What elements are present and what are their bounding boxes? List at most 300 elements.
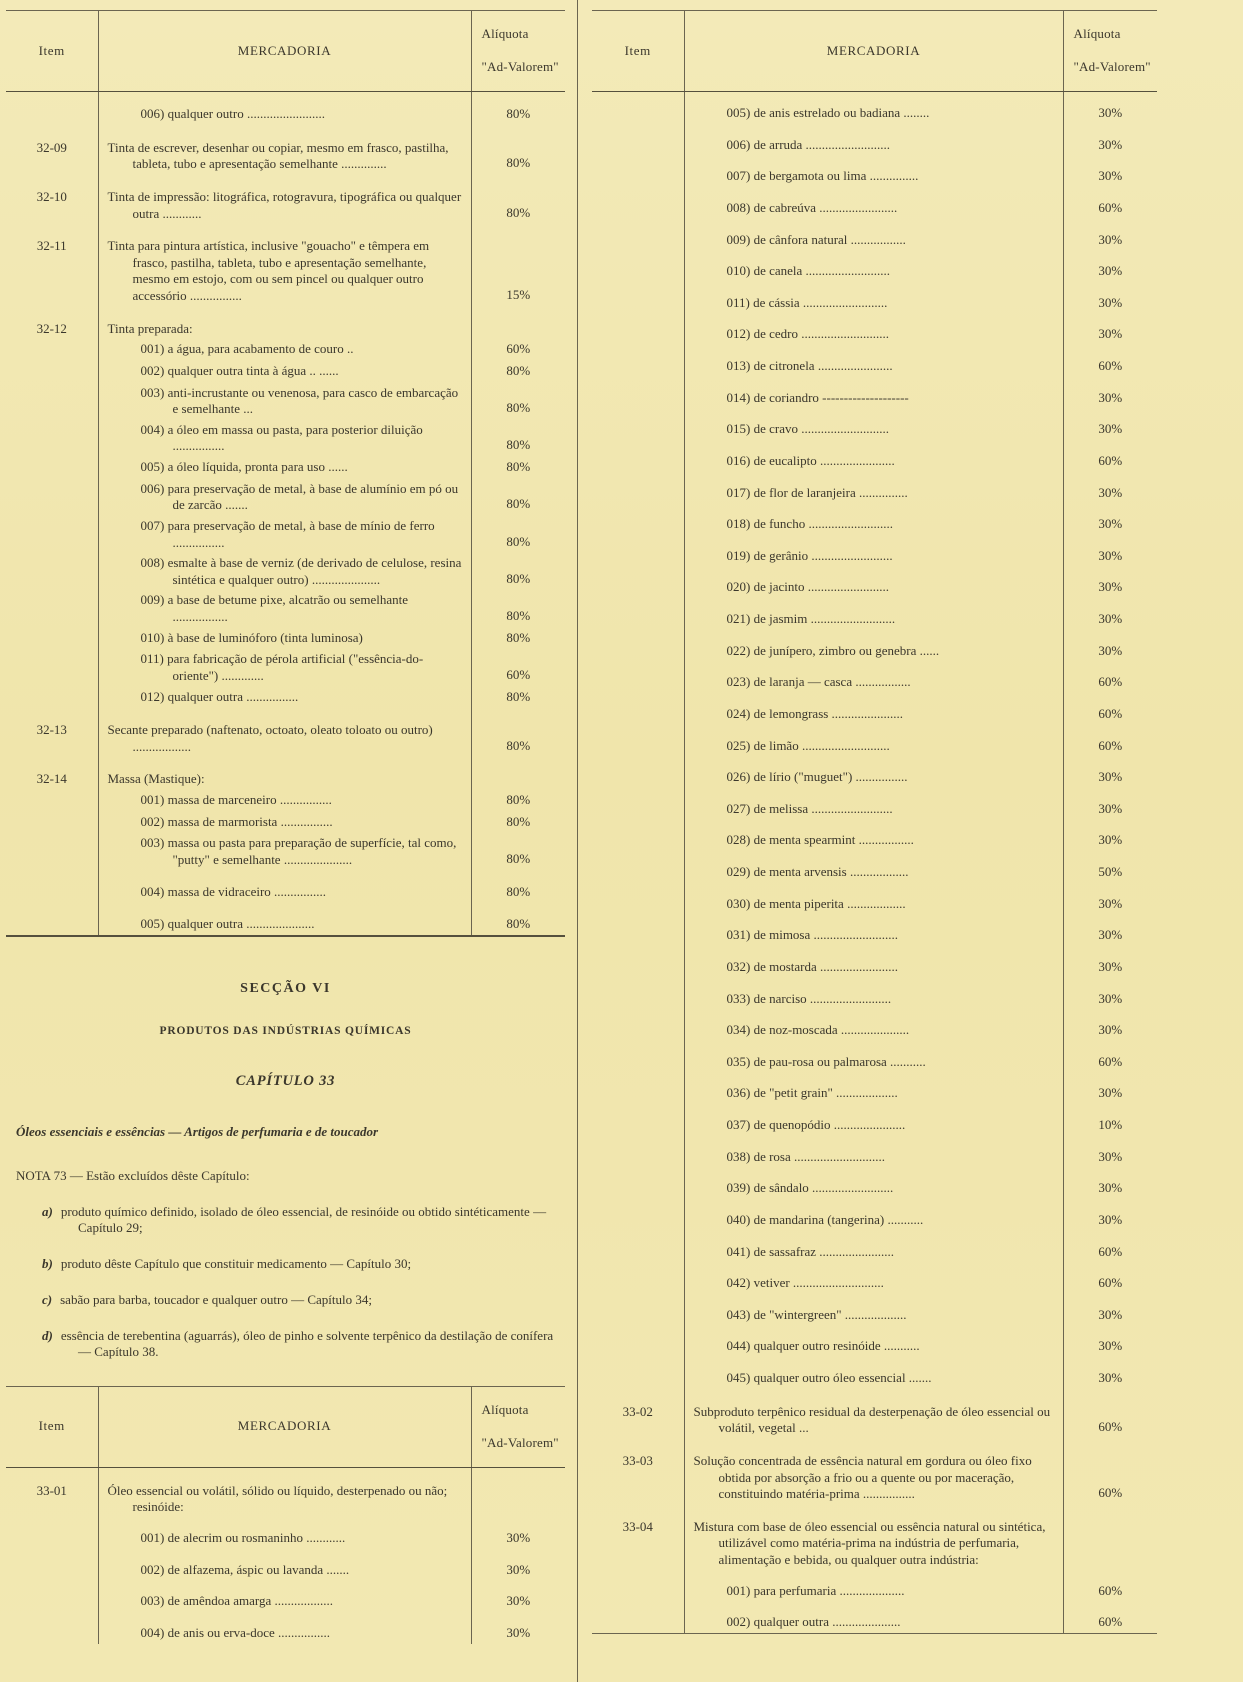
table-row: [592, 1389, 1157, 1438]
cell-item-number: [592, 408, 684, 440]
cell-item-number: [592, 313, 684, 345]
ad-valorem-label: "Ad-Valorem": [1073, 59, 1151, 74]
cell-aliquota-rate: 60%: [1098, 1419, 1123, 1435]
cell-mercadoria-description: 009) de cânfora natural .................: [684, 219, 1063, 251]
cell-aliquota-rate: 30%: [1098, 1148, 1123, 1164]
cell-mercadoria-description: 032) de mostarda ........................: [684, 946, 1063, 978]
cell-item-number: [592, 1167, 684, 1199]
cell-mercadoria-description: 004) massa de vidraceiro ................: [98, 870, 471, 903]
cell-aliquota-rate: 30%: [506, 1593, 531, 1609]
table-row: [6, 1467, 565, 1517]
table-row: [592, 630, 1157, 662]
table-row: [592, 566, 1157, 598]
cell-mercadoria-description: 033) de narciso .........................: [684, 978, 1063, 1010]
table-row: [6, 1549, 565, 1581]
cell-aliquota-rate: 60%: [1098, 737, 1123, 753]
table-row: [6, 870, 565, 903]
table-row: [592, 250, 1157, 282]
right-column: [578, 0, 1243, 1682]
cell-mercadoria-description: 001) para perfumaria ....................: [684, 1570, 1063, 1602]
cell-item-number: [592, 566, 684, 598]
cell-item-number: 32-13: [36, 722, 67, 738]
cell-aliquota-rate: 30%: [1098, 105, 1123, 120]
table-row: [6, 223, 565, 306]
table-row: [6, 515, 565, 552]
cell-aliquota-rate: 10%: [1098, 1117, 1123, 1132]
cell-mercadoria-description: 014) de coriandro --------------------: [684, 377, 1063, 409]
table-row: [592, 440, 1157, 472]
cell-mercadoria-description: Tinta para pintura artística, inclusive "gouacho" e têmpera em frasco, pastilha, tableta, tubo e apresentação semelhante, mesmo em estojo, com ou sem pincel ou qualquer outro accessório ................: [98, 223, 471, 306]
cell-item-number: [592, 756, 684, 788]
table-row: [592, 693, 1157, 725]
cell-aliquota-rate: 30%: [1098, 769, 1123, 785]
cell-aliquota-rate: 60%: [1098, 452, 1123, 468]
table-row: [6, 92, 565, 125]
table-row: [592, 1601, 1157, 1633]
cell-item-number: [6, 515, 98, 552]
cell-aliquota-rate: 30%: [1098, 895, 1123, 911]
cell-mercadoria-description: 011) para fabricação de pérola artificial ("essência-do-oriente") .............: [98, 648, 471, 685]
cell-aliquota-rate: 30%: [1098, 958, 1123, 974]
table-row: [6, 552, 565, 589]
cell-item-number: [6, 902, 98, 936]
cell-mercadoria-description: 041) de sassafraz .......................: [684, 1231, 1063, 1263]
cell-item-number: [6, 382, 98, 419]
cell-mercadoria-description: 006) de arruda ..........................: [684, 124, 1063, 156]
cell-aliquota-rate: 30%: [1098, 326, 1123, 342]
table-row: [6, 707, 565, 756]
table-row: [592, 819, 1157, 851]
exclusion-letter: a): [42, 1203, 53, 1219]
cell-aliquota-rate: [1063, 1504, 1157, 1570]
cell-aliquota-rate: 80%: [506, 400, 531, 416]
section-subtitle: PRODUTOS DAS INDÚSTRIAS QUÍMICAS: [159, 1024, 412, 1037]
aliquota-label: Alíquota: [481, 26, 529, 42]
table-row: [6, 902, 565, 936]
column-header-item: Item: [6, 11, 98, 92]
cell-item-number: [6, 870, 98, 903]
cell-item-number: [6, 552, 98, 589]
cell-item-number: [592, 598, 684, 630]
column-header-aliquota: [471, 11, 565, 92]
cell-mercadoria-description: 037) de quenopódio ......................: [684, 1104, 1063, 1136]
cell-item-number: [592, 535, 684, 567]
cell-mercadoria-description: 002) de alfazema, áspic ou lavanda .......: [98, 1549, 471, 1581]
cell-aliquota-rate: 60%: [1098, 199, 1123, 215]
cell-mercadoria-description: 015) de cravo ...........................: [684, 408, 1063, 440]
cell-item-number: [6, 686, 98, 708]
table-row: [592, 408, 1157, 440]
table-row: [592, 1357, 1157, 1389]
cell-mercadoria-description: 011) de cássia ..........................: [684, 282, 1063, 314]
cell-item-number: [592, 155, 684, 187]
cell-item-number: [592, 1136, 684, 1168]
cell-mercadoria-description: Massa (Mastique):: [98, 756, 471, 789]
table-row: [592, 725, 1157, 757]
cell-aliquota-rate: 80%: [506, 608, 531, 623]
cell-aliquota-rate: 30%: [1098, 294, 1123, 310]
cell-aliquota-rate: 80%: [506, 916, 531, 932]
table-row: [592, 788, 1157, 820]
table-header: [6, 11, 565, 92]
chapter-description: Óleos essenciais e essências — Artigos de perfumaria e de toucador: [16, 1123, 379, 1139]
cell-mercadoria-description: 009) a base de betume pixe, alcatrão ou semelhante .................: [98, 589, 471, 626]
cell-aliquota-rate: 30%: [506, 1561, 531, 1577]
cell-aliquota-rate: 80%: [506, 155, 531, 171]
cell-aliquota-rate: 80%: [506, 688, 531, 704]
cell-item-number: [592, 1357, 684, 1389]
cell-aliquota-rate: 60%: [1098, 1582, 1123, 1598]
cell-mercadoria-description: 004) a óleo em massa ou pasta, para posterior diluição ................: [98, 419, 471, 456]
table-row: [592, 187, 1157, 219]
cell-mercadoria-description: 006) para preservação de metal, à base de alumínio em pó ou de zarcão .......: [98, 478, 471, 515]
cell-item-number: [6, 419, 98, 456]
tariff-table-left-bottom: [6, 1386, 565, 1644]
cell-item-number: [592, 819, 684, 851]
left-column: [0, 0, 577, 1682]
cell-item-number: [592, 503, 684, 535]
column-header-item: Item: [6, 1386, 98, 1467]
cell-mercadoria-description: 018) de funcho ..........................: [684, 503, 1063, 535]
cell-mercadoria-description: Tinta preparada:: [98, 306, 471, 339]
cell-item-number: [592, 1041, 684, 1073]
exclusion-note: a) produto químico definido, isolado de óleo essencial, de resinóide ou obtido sintéticamente — Capítulo 29;: [42, 1203, 547, 1235]
cell-aliquota-rate: 80%: [506, 437, 531, 453]
section-title: SECÇÃO VI: [240, 980, 331, 996]
cell-aliquota-rate: 80%: [506, 792, 531, 807]
cell-item-number: 32-14: [36, 771, 67, 787]
cell-aliquota-rate: 30%: [1098, 1085, 1123, 1101]
cell-aliquota-rate: 30%: [1098, 1338, 1123, 1354]
cell-mercadoria-description: 025) de limão ...........................: [684, 725, 1063, 757]
table-row: [592, 756, 1157, 788]
cell-mercadoria-description: 003) anti-incrustante ou venenosa, para casco de embarcação e semelhante ...: [98, 382, 471, 419]
cell-item-number: [6, 1580, 98, 1612]
table-body: [592, 92, 1157, 1634]
cell-aliquota-rate: 30%: [1098, 1370, 1123, 1385]
table-row: [6, 811, 565, 833]
table-row: [592, 1167, 1157, 1199]
table-row: [592, 219, 1157, 251]
cell-aliquota-rate: 30%: [1098, 611, 1123, 626]
cell-aliquota-rate: 30%: [506, 1530, 531, 1545]
cell-mercadoria-description: 013) de citronela .......................: [684, 345, 1063, 377]
cell-aliquota-rate: 80%: [506, 850, 531, 866]
cell-mercadoria-description: 006) qualquer outro ........................: [98, 92, 471, 125]
cell-mercadoria-description: 004) de anis ou erva-doce ................: [98, 1612, 471, 1644]
cell-aliquota-rate: 30%: [1098, 1306, 1123, 1322]
cell-mercadoria-description: 016) de eucalipto .......................: [684, 440, 1063, 472]
cell-mercadoria-description: 007) para preservação de metal, à base de mínio de ferro ................: [98, 515, 471, 552]
cell-aliquota-rate: 30%: [1098, 1180, 1123, 1196]
cell-item-number: [592, 914, 684, 946]
cell-aliquota-rate: 60%: [506, 666, 531, 682]
cell-mercadoria-description: 020) de jacinto .........................: [684, 566, 1063, 598]
table-row: [592, 92, 1157, 124]
cell-item-number: [6, 1549, 98, 1581]
cell-item-number: [592, 219, 684, 251]
table-row: [6, 1580, 565, 1612]
cell-aliquota-rate: 30%: [1098, 484, 1123, 500]
cell-item-number: [6, 1612, 98, 1644]
cell-item-number: [592, 1262, 684, 1294]
cell-item-number: 32-10: [36, 188, 67, 204]
cell-mercadoria-description: Secante preparado (naftenato, octoato, oleato toloato ou outro) ..................: [98, 707, 471, 756]
cell-item-number: [6, 789, 98, 811]
cell-aliquota-rate: 30%: [1098, 231, 1123, 247]
cell-item-number: [592, 1009, 684, 1041]
cell-aliquota-rate: 30%: [1098, 800, 1123, 816]
table-row: [592, 1199, 1157, 1231]
cell-aliquota-rate: 30%: [1098, 1022, 1123, 1038]
cell-mercadoria-description: 038) de rosa ............................: [684, 1136, 1063, 1168]
cell-mercadoria-description: 002) massa de marmorista ................: [98, 811, 471, 833]
cell-mercadoria-description: 023) de laranja — casca .................: [684, 661, 1063, 693]
cell-item-number: [592, 472, 684, 504]
cell-aliquota-rate: 80%: [506, 459, 531, 474]
cell-item-number: [592, 851, 684, 883]
column-header-aliquota: [471, 1386, 565, 1467]
cell-mercadoria-description: 010) de canela ..........................: [684, 250, 1063, 282]
cell-item-number: 33-01: [36, 1482, 67, 1498]
cell-mercadoria-description: 022) de junípero, zimbro ou genebra ......: [684, 630, 1063, 662]
cell-item-number: [6, 456, 98, 478]
cell-mercadoria-description: 024) de lemongrass ......................: [684, 693, 1063, 725]
cell-mercadoria-description: Subproduto terpênico residual da desterpenação de óleo essencial ou volátil, vegetal ...: [684, 1389, 1063, 1438]
cell-aliquota-rate: 50%: [1098, 864, 1123, 879]
cell-mercadoria-description: 026) de lírio ("muguet") ................: [684, 756, 1063, 788]
table-row: [6, 174, 565, 223]
cell-aliquota-rate: 30%: [1098, 389, 1123, 405]
cell-aliquota-rate: 30%: [1098, 579, 1123, 595]
cell-aliquota-rate: [471, 306, 565, 339]
cell-mercadoria-description: 017) de flor de laranjeira ...............: [684, 472, 1063, 504]
table-row: [592, 377, 1157, 409]
cell-mercadoria-description: 042) vetiver ............................: [684, 1262, 1063, 1294]
cell-item-number: 32-12: [36, 320, 67, 336]
cell-item-number: [592, 92, 684, 124]
cell-mercadoria-description: Solução concentrada de essência natural em gordura ou óleo fixo obtida por absorção a frio ou a quente ou por maceração, constituindo matéria-prima ................: [684, 1438, 1063, 1504]
table-row: [6, 382, 565, 419]
cell-mercadoria-description: 045) qualquer outro óleo essencial .......: [684, 1357, 1063, 1389]
table-header: [6, 1386, 565, 1467]
cell-item-number: [592, 1199, 684, 1231]
table-body: [6, 92, 565, 936]
ad-valorem-label: "Ad-Valorem": [481, 1434, 559, 1450]
table-row: [592, 345, 1157, 377]
cell-item-number: [592, 1231, 684, 1263]
cell-item-number: [592, 1570, 684, 1602]
exclusion-letter: c): [42, 1291, 53, 1307]
cell-item-number: 32-09: [36, 139, 67, 155]
table-row: [592, 883, 1157, 915]
cell-aliquota-rate: 60%: [1098, 674, 1123, 690]
cell-item-number: [6, 627, 98, 649]
cell-mercadoria-description: 040) de mandarina (tangerina) ...........: [684, 1199, 1063, 1231]
table-row: [592, 851, 1157, 883]
cell-aliquota-rate: 30%: [1098, 136, 1123, 152]
cell-mercadoria-description: 012) qualquer outra ................: [98, 686, 471, 708]
cell-item-number: [6, 92, 98, 125]
table-row: [592, 124, 1157, 156]
table-row: [592, 1072, 1157, 1104]
exclusion-note: c) sabão para barba, toucador e qualquer outro — Capítulo 34;: [42, 1291, 373, 1307]
cell-aliquota-rate: 60%: [1098, 1275, 1123, 1291]
table-row: [6, 360, 565, 382]
cell-aliquota-rate: 30%: [1098, 168, 1123, 184]
aliquota-label: Alíquota: [1073, 26, 1121, 42]
cell-item-number: [6, 338, 98, 360]
cell-mercadoria-description: 035) de pau-rosa ou palmarosa ...........: [684, 1041, 1063, 1073]
cell-aliquota-rate: 80%: [506, 362, 531, 378]
cell-aliquota-rate: 30%: [1098, 421, 1123, 437]
cell-item-number: [6, 360, 98, 382]
table-row: [6, 589, 565, 626]
cell-mercadoria-description: 012) de cedro ...........................: [684, 313, 1063, 345]
cell-aliquota-rate: 60%: [1098, 1614, 1123, 1630]
cell-mercadoria-description: 028) de menta spearmint .................: [684, 819, 1063, 851]
cell-mercadoria-description: 027) de melissa .........................: [684, 788, 1063, 820]
cell-mercadoria-description: 002) qualquer outra .....................: [684, 1601, 1063, 1633]
cell-aliquota-rate: 30%: [1098, 832, 1123, 848]
cell-item-number: [6, 589, 98, 626]
cell-aliquota-rate: 80%: [506, 106, 531, 121]
cell-aliquota-rate: [471, 1467, 565, 1517]
column-header-item: Item: [592, 11, 684, 92]
table-row: [6, 832, 565, 869]
cell-aliquota-rate: 30%: [1098, 547, 1123, 563]
cell-item-number: [6, 811, 98, 833]
cell-mercadoria-description: 008) esmalte à base de verniz (de derivado de celulose, resina sintética e qualquer outro) .....................: [98, 552, 471, 589]
cell-aliquota-rate: 60%: [1098, 358, 1123, 373]
exclusion-list: [16, 1204, 555, 1360]
table-row: [592, 282, 1157, 314]
cell-item-number: 33-04: [622, 1518, 653, 1534]
cell-aliquota-rate: 80%: [506, 883, 531, 899]
cell-mercadoria-description: Mistura com base de óleo essencial ou essência natural ou sintética, utilizável como matéria-prima na indústria de perfumaria, alimentação e bebida, ou qualquer outra indústria:: [684, 1504, 1063, 1570]
cell-item-number: [592, 725, 684, 757]
table-row: [592, 1570, 1157, 1602]
cell-mercadoria-description: 030) de menta piperita ..................: [684, 883, 1063, 915]
cell-item-number: [592, 440, 684, 472]
chapter-note: NOTA 73 — Estão excluídos dêste Capítulo:: [16, 1167, 250, 1183]
cell-mercadoria-description: 003) de amêndoa amarga ..................: [98, 1580, 471, 1612]
cell-item-number: [592, 946, 684, 978]
table-row: [6, 789, 565, 811]
chapter-title: CAPÍTULO 33: [235, 1072, 336, 1089]
table-row: [592, 978, 1157, 1010]
table-row: [592, 472, 1157, 504]
cell-aliquota-rate: 30%: [1098, 642, 1123, 658]
cell-mercadoria-description: 019) de gerânio .........................: [684, 535, 1063, 567]
cell-mercadoria-description: 001) a água, para acabamento de couro ..: [98, 338, 471, 360]
cell-item-number: [592, 282, 684, 314]
cell-item-number: [592, 630, 684, 662]
cell-aliquota-rate: 80%: [506, 570, 531, 586]
table-row: [592, 1504, 1157, 1570]
table-row: [592, 1438, 1157, 1504]
cell-mercadoria-description: 005) a óleo líquida, pronta para uso ......: [98, 456, 471, 478]
table-header: [592, 11, 1157, 92]
table-row: [592, 1262, 1157, 1294]
cell-item-number: [6, 1517, 98, 1549]
cell-aliquota-rate: 60%: [1098, 1485, 1123, 1501]
table-body: [6, 1467, 565, 1643]
table-row: [6, 1517, 565, 1549]
cell-mercadoria-description: 021) de jasmim ..........................: [684, 598, 1063, 630]
cell-aliquota-rate: 60%: [1098, 1243, 1123, 1259]
cell-mercadoria-description: Óleo essencial ou volátil, sólido ou líquido, desterpenado ou não; resinóide:: [98, 1467, 471, 1517]
cell-item-number: [6, 648, 98, 685]
cell-item-number: 32-11: [36, 238, 67, 254]
exclusion-note: b) produto dêste Capítulo que constituir medicamento — Capítulo 30;: [42, 1255, 412, 1271]
table-row: [592, 598, 1157, 630]
cell-mercadoria-description: Tinta de impressão: litográfica, rotogravura, tipográfica ou qualquer outra ............: [98, 174, 471, 223]
cell-mercadoria-description: 031) de mimosa ..........................: [684, 914, 1063, 946]
aliquota-label: Alíquota: [481, 1402, 529, 1418]
table-row: [6, 419, 565, 456]
cell-item-number: [592, 693, 684, 725]
tariff-table-right: [592, 10, 1157, 1634]
table-row: [6, 306, 565, 339]
cell-aliquota-rate: 80%: [506, 204, 531, 220]
cell-item-number: [592, 1104, 684, 1136]
table-row: [592, 946, 1157, 978]
cell-item-number: 33-03: [622, 1452, 653, 1468]
cell-item-number: [592, 978, 684, 1010]
table-row: [6, 648, 565, 685]
cell-aliquota-rate: 30%: [1098, 263, 1123, 279]
cell-item-number: [592, 345, 684, 377]
cell-item-number: [592, 883, 684, 915]
table-row: [592, 313, 1157, 345]
table-row: [6, 1612, 565, 1644]
cell-mercadoria-description: 008) de cabreúva ........................: [684, 187, 1063, 219]
cell-mercadoria-description: Tinta de escrever, desenhar ou copiar, mesmo em frasco, pastilha, tableta, tubo e apresentação semelhante ..............: [98, 125, 471, 174]
table-row: [6, 686, 565, 708]
cell-mercadoria-description: 001) massa de marceneiro ................: [98, 789, 471, 811]
cell-aliquota-rate: 60%: [1098, 1053, 1123, 1069]
cell-item-number: [592, 124, 684, 156]
cell-mercadoria-description: 034) de noz-moscada .....................: [684, 1009, 1063, 1041]
cell-aliquota-rate: 80%: [506, 813, 531, 829]
cell-item-number: [592, 661, 684, 693]
cell-aliquota-rate: 30%: [1098, 990, 1123, 1006]
cell-mercadoria-description: 043) de "wintergreen" ...................: [684, 1294, 1063, 1326]
table-row: [6, 125, 565, 174]
table-row: [592, 155, 1157, 187]
table-row: [6, 756, 565, 789]
table-row: [592, 1041, 1157, 1073]
table-row: [6, 627, 565, 649]
table-row: [6, 478, 565, 515]
cell-aliquota-rate: 60%: [506, 341, 531, 357]
ad-valorem-label: "Ad-Valorem": [481, 59, 559, 74]
table-row: [592, 914, 1157, 946]
table-row: [592, 1009, 1157, 1041]
column-header-mercadoria: MERCADORIA: [98, 11, 471, 92]
table-row: [592, 1136, 1157, 1168]
cell-mercadoria-description: 007) de bergamota ou lima ...............: [684, 155, 1063, 187]
cell-mercadoria-description: 002) qualquer outra tinta à água .. ......: [98, 360, 471, 382]
cell-mercadoria-description: 036) de "petit grain" ...................: [684, 1072, 1063, 1104]
tariff-table-left-top: [6, 10, 565, 937]
cell-item-number: [6, 478, 98, 515]
table-row: [592, 503, 1157, 535]
cell-item-number: [592, 187, 684, 219]
cell-aliquota-rate: 30%: [1098, 927, 1123, 943]
table-row: [592, 535, 1157, 567]
